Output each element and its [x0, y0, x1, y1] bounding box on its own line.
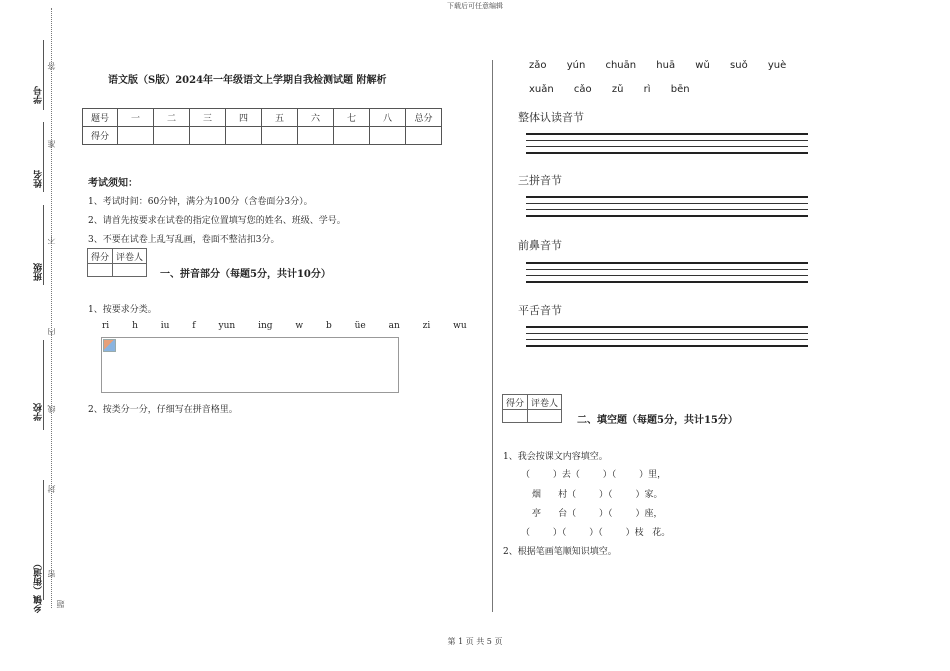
- column-divider: [492, 60, 493, 612]
- pinyin-item: f: [192, 321, 196, 331]
- notice-item: 2、请首先按要求在试卷的指定位置填写您的姓名、班级、学号。: [88, 216, 346, 226]
- fill-blank-line[interactable]: （ ）（ ）（ ）枝 花。: [521, 528, 671, 538]
- grader-score-label: 得分: [503, 395, 528, 410]
- score-input-cell[interactable]: [334, 127, 370, 145]
- score-header-cell: 五: [262, 109, 298, 127]
- binding-mark: 题: [56, 600, 65, 608]
- pinyin-word: wǔ: [695, 60, 710, 71]
- pinyin-item: zi: [422, 321, 431, 331]
- section2-q1: 1、我会按课文内容填空。: [503, 452, 608, 462]
- score-header-cell: 总分: [406, 109, 442, 127]
- grader-score-cell[interactable]: [88, 264, 113, 277]
- score-row-label: 得分: [83, 127, 118, 145]
- name-label: 姓名: [34, 170, 44, 188]
- pinyin-writing-lines[interactable]: [526, 196, 808, 222]
- pinyin-word: cǎo: [573, 84, 592, 95]
- school-label: 学校: [34, 403, 44, 421]
- pinyin-writing-lines[interactable]: [526, 262, 808, 288]
- score-input-cell[interactable]: [298, 127, 334, 145]
- fill-blank-line[interactable]: （ ）去（ ）（ ）里，: [521, 470, 667, 480]
- binding-mark: 线: [47, 405, 56, 413]
- category-label: 平舌音节: [518, 304, 562, 317]
- section2-q2: 2、根据笔画笔顺知识填空。: [503, 547, 617, 557]
- pinyin-word: zǔ: [611, 84, 624, 95]
- binding-mark: 内: [47, 328, 56, 336]
- grader-reviewer-cell[interactable]: [113, 264, 147, 277]
- category-label: 前鼻音节: [518, 239, 562, 252]
- score-header-cell: 二: [154, 109, 190, 127]
- pinyin-item: iu: [160, 321, 170, 331]
- grader-score-cell[interactable]: [503, 410, 528, 423]
- student-id-label: 学号: [34, 86, 44, 104]
- score-input-cell[interactable]: [190, 127, 226, 145]
- broken-image-icon: [103, 339, 116, 352]
- section2-title: 二、填空题（每题5分，共计15分）: [577, 415, 738, 426]
- score-input-cell[interactable]: [406, 127, 442, 145]
- pinyin-word: suǒ: [730, 60, 748, 71]
- grader-reviewer-label: 评卷人: [528, 395, 562, 410]
- grader-box-2: [502, 394, 562, 423]
- pinyin-word: yún: [566, 60, 586, 71]
- pinyin-item: ing: [258, 321, 273, 331]
- pinyin-item: yun: [218, 321, 236, 331]
- pinyin-list: [102, 321, 487, 331]
- pinyin-writing-lines[interactable]: [526, 326, 808, 352]
- page-footer: 第 1 页 共 5 页: [447, 637, 503, 646]
- pinyin-word: huā: [656, 60, 676, 71]
- score-header-cell: 四: [226, 109, 262, 127]
- pinyin-item: üe: [354, 321, 366, 331]
- town-label: 乡镇（街道）: [34, 559, 44, 613]
- page-title: 语文版（S版）2024年一年级语文上学期自我检测试题 附解析: [108, 75, 387, 86]
- section1-q1: 1、按要求分类。: [88, 305, 157, 315]
- fill-blank-line[interactable]: 亭 台（ ）（ ）座，: [532, 509, 663, 519]
- binding-mark: 封: [47, 485, 56, 493]
- pinyin-answer-box[interactable]: [101, 337, 399, 393]
- pinyin-item: b: [325, 321, 332, 331]
- score-header-cell: 八: [370, 109, 406, 127]
- score-table-header-row: [83, 109, 442, 127]
- fill-blank-line[interactable]: 烟 村（ ）（ ）家。: [532, 490, 663, 500]
- pinyin-words-row2: [529, 84, 707, 95]
- binding-mark: 密: [47, 570, 56, 578]
- grader-score-label: 得分: [88, 249, 113, 264]
- score-input-cell[interactable]: [226, 127, 262, 145]
- binding-dotted-line: [51, 8, 52, 608]
- notice-heading: 考试须知：: [88, 178, 138, 189]
- score-input-cell[interactable]: [118, 127, 154, 145]
- pinyin-word: rì: [643, 84, 651, 95]
- category-label: 三拼音节: [518, 174, 562, 187]
- pinyin-words-row1: [529, 60, 803, 71]
- pinyin-word: xuǎn: [529, 84, 554, 95]
- score-input-cell[interactable]: [370, 127, 406, 145]
- pinyin-item: wu: [453, 321, 467, 331]
- category-label: 整体认读音节: [518, 111, 584, 124]
- score-header-cell: 三: [190, 109, 226, 127]
- binding-mark: 准: [47, 140, 56, 148]
- binding-mark: 答: [47, 62, 56, 70]
- notice-item: 1、考试时间：60分钟，满分为100分（含卷面分3分）。: [88, 197, 313, 207]
- pinyin-word: bēn: [670, 84, 690, 95]
- pinyin-word: chuān: [605, 60, 637, 71]
- pinyin-writing-lines[interactable]: [526, 133, 808, 159]
- score-header-cell: 题号: [83, 109, 118, 127]
- pinyin-item: h: [132, 321, 138, 331]
- score-header-cell: 一: [118, 109, 154, 127]
- binding-mark: 不: [47, 236, 56, 244]
- pinyin-word: zǎo: [529, 60, 547, 71]
- top-note: 下载后可任意编辑: [447, 2, 503, 10]
- section1-q2: 2、按类分一分，仔细写在拼音格里。: [88, 405, 238, 415]
- grader-reviewer-label: 评卷人: [113, 249, 147, 264]
- pinyin-item: an: [388, 321, 400, 331]
- grader-reviewer-cell[interactable]: [528, 410, 562, 423]
- score-table: [82, 108, 442, 145]
- pinyin-item: ri: [102, 321, 110, 331]
- class-label: 班级: [34, 263, 44, 281]
- score-header-cell: 六: [298, 109, 334, 127]
- grader-box-1: [87, 248, 147, 277]
- pinyin-item: w: [295, 321, 304, 331]
- section1-title: 一、拼音部分（每题5分，共计10分）: [160, 269, 331, 280]
- pinyin-word: yuè: [767, 60, 787, 71]
- score-input-cell[interactable]: [154, 127, 190, 145]
- notice-item: 3、不要在试卷上乱写乱画，卷面不整洁扣3分。: [88, 235, 280, 245]
- score-input-cell[interactable]: [262, 127, 298, 145]
- score-header-cell: 七: [334, 109, 370, 127]
- score-table-score-row: [83, 127, 442, 145]
